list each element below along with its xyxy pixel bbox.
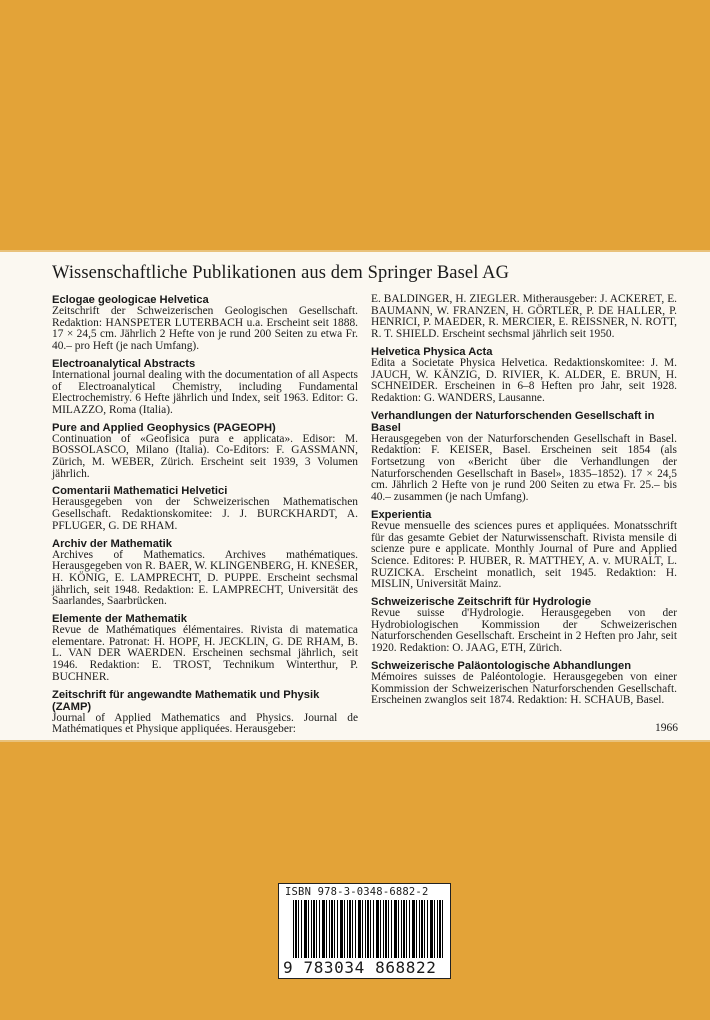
- entry-body: Revue suisse d'Hydrologie. Herausgegeben von der Hydrobiologischen Kommission der Schweizerischen Naturforschenden Gesellschaft. Erscheint in 2 Heften pro Jahr, seit 1920. Redaktion: O. JAAG, ETH, Zürich.: [371, 607, 677, 655]
- entry-title: Eclogae geologicae Helvetica: [52, 294, 209, 306]
- entry-body: Continuation of «Geofisica pura e applicata». Edisor: M. BOSSOLASCO, Milano (Italia). Co-Editors: F. GASSMANN, Zürich, M. WEBER, Zürich. Erscheint seit 1939, 3 Volumen jährlich.: [52, 432, 358, 480]
- entry-body: Herausgegeben von der Schweizerischen Mathematischen Gesellschaft. Redaktionskomitee: J. J. BURCKHARDT, A. PFLUGER, G. DE RHAM.: [52, 496, 358, 532]
- entry-title: Archiv der Mathematik: [52, 537, 172, 550]
- entry-helvetica-physica: [371, 346, 677, 405]
- entry-body: E. BALDINGER, H. ZIEGLER. Mitherausgeber: J. ACKERET, E. BAUMANN, W. FRANZEN, H. GÖRTLER, P. DE HALLER, P. HENRICI, P. MAEDER, R. MERCIER, E. REISSNER, N. ROTT, R. T. SHIELD. Erscheint sechsmal jährlich seit 1950.: [371, 293, 677, 341]
- entry-body: Herausgegeben von der Naturforschenden Gesellschaft in Basel. Redaktion: F. KEISER, Basel. Erscheinen seit 1854 (als Fortsetzung von «Bericht über die Verhandlungen der Naturforschenden Gesellschaft in Basel», 1835–1852). 17 × 24,5 cm. Jährlich 2 Hefte von je rund 200 Seiten zu etwa Fr. 25.– bis 40.– zusammen (je nach Umfang).: [371, 432, 677, 504]
- entry-body: Mémoires suisses de Paléontologie. Herausgegeben von einer Kommission der Schweizerischen Naturforschenden Gesellschaft. Erscheinen zwanglos seit 1874. Redaktion: H. SCHAUB, Basel.: [371, 670, 677, 707]
- entry-verhandlungen: [371, 410, 677, 504]
- entry-electroanalytical: [52, 358, 358, 417]
- year-label: 1966: [655, 722, 678, 734]
- entry-palaeontologische: [371, 660, 677, 707]
- entry-title: Schweizerische Paläontologische Abhandlungen: [371, 659, 632, 672]
- entry-hydrologie: [371, 596, 677, 655]
- entry-title: Helvetica Physica Acta: [371, 345, 493, 358]
- publications-panel: [0, 250, 710, 742]
- entry-body: Edita a Societate Physica Helvetica. Redaktionskomitee: J. M. JAUCH, W. KÄNZIG, D. RIVIER, K. ALDER, E. BRUN, H. SCHNEIDER. Erscheinen in 6–8 Heften pro Jahr, seit 1928. Redaktion: G. WANDERS, Lausanne.: [371, 356, 677, 404]
- entry-elemente: [52, 613, 358, 684]
- entry-body: Revue mensuelle des sciences pures et appliquées. Monatsschrift für das gesamte Gebiet der Naturwissenschaft. Rivista mensile di scienze pure e applicate. Monthly Journal of Pure and Applied Science. Editores: P. HUBER, R. MATTHEY, A. v. MURALT, L. RUZICKA. Erscheint monatlich, seit 1945. Redaktion: H. MISLIN, Universität Mainz.: [371, 519, 677, 591]
- entry-title: Zeitschrift für angewandte Mathematik und Physik (ZAMP): [52, 688, 320, 713]
- entry-title: Experientia: [371, 508, 432, 521]
- isbn-text: ISBN 978-3-0348-6882-2: [285, 886, 429, 898]
- entry-body: International journal dealing with the documentation of all Aspects of Electroanalytical Chemistry, including Fundamental Electrochemistry. 6 Hefte jährlich und Index, seit 1963. Editor: G. MILAZZO, Roma (Italia).: [52, 368, 358, 416]
- isbn-barcode: [278, 883, 451, 979]
- entry-body: Zeitschrift der Schweizerischen Geologischen Gesellschaft. Redaktion: HANSPETER LUTERBACH u.a. Erscheint seit 1888. 17 × 24,5 cm. Jährlich 2 Hefte von je rund 200 Seiten zu etwa Fr. 40.– pro Heft (je nach Umfang).: [52, 305, 358, 353]
- entry-body: Archives of Mathematics. Archives mathématiques. Herausgegeben von R. BAER, W. KLINGENBERG, H. KNESER, H. KÖNIG, E. LAMPRECHT, D. PUPPE. Erscheint sechsmal jährlich, seit 1948. Redaktion: E. LAMPRECHT, Universität des Saarlandes, Saarbrücken.: [52, 548, 358, 608]
- entry-zamp: [52, 689, 358, 736]
- entry-archiv: [52, 538, 358, 609]
- entry-title: Comentarii Mathematici Helvetici: [52, 485, 228, 498]
- entry-title: Elemente der Mathematik: [52, 613, 187, 626]
- entry-experientia: [371, 509, 677, 591]
- entry-title: Verhandlungen der Naturforschenden Gesellschaft in Basel: [371, 409, 655, 434]
- entry-title: Pure and Applied Geophysics (PAGEOPH): [52, 421, 276, 434]
- entry-comentarii: [52, 485, 358, 532]
- entry-title: Electroanalytical Abstracts: [52, 357, 196, 370]
- entry-body: Journal of Applied Mathematics and Physics. Journal de Mathématiques et Physique appliquées. Herausgeber:: [52, 711, 358, 736]
- entry-title: Schweizerische Zeitschrift für Hydrologie: [371, 596, 592, 609]
- page-heading: Wissenschaftliche Publikationen aus dem Springer Basel AG: [52, 263, 510, 283]
- entry-eclogae: [52, 294, 358, 353]
- ean-digits: 9 783034 868822: [283, 958, 437, 977]
- entry-pageoph: [52, 422, 358, 481]
- barcode-bars: [293, 900, 443, 958]
- left-column: [52, 294, 358, 741]
- entry-zamp-continued: [371, 294, 677, 341]
- right-column: [371, 294, 677, 712]
- entry-body: Revue de Mathématiques élémentaires. Rivista di matematica elementare. Patronat: H. HOPF, H. JECKLIN, G. DE RHAM, B. L. VAN DER WAERDEN. Erscheinen sechsmal jährlich, seit 1946. Redaktion: E. TROST, Technikum Winterthur, P. BUCHNER.: [52, 624, 358, 683]
